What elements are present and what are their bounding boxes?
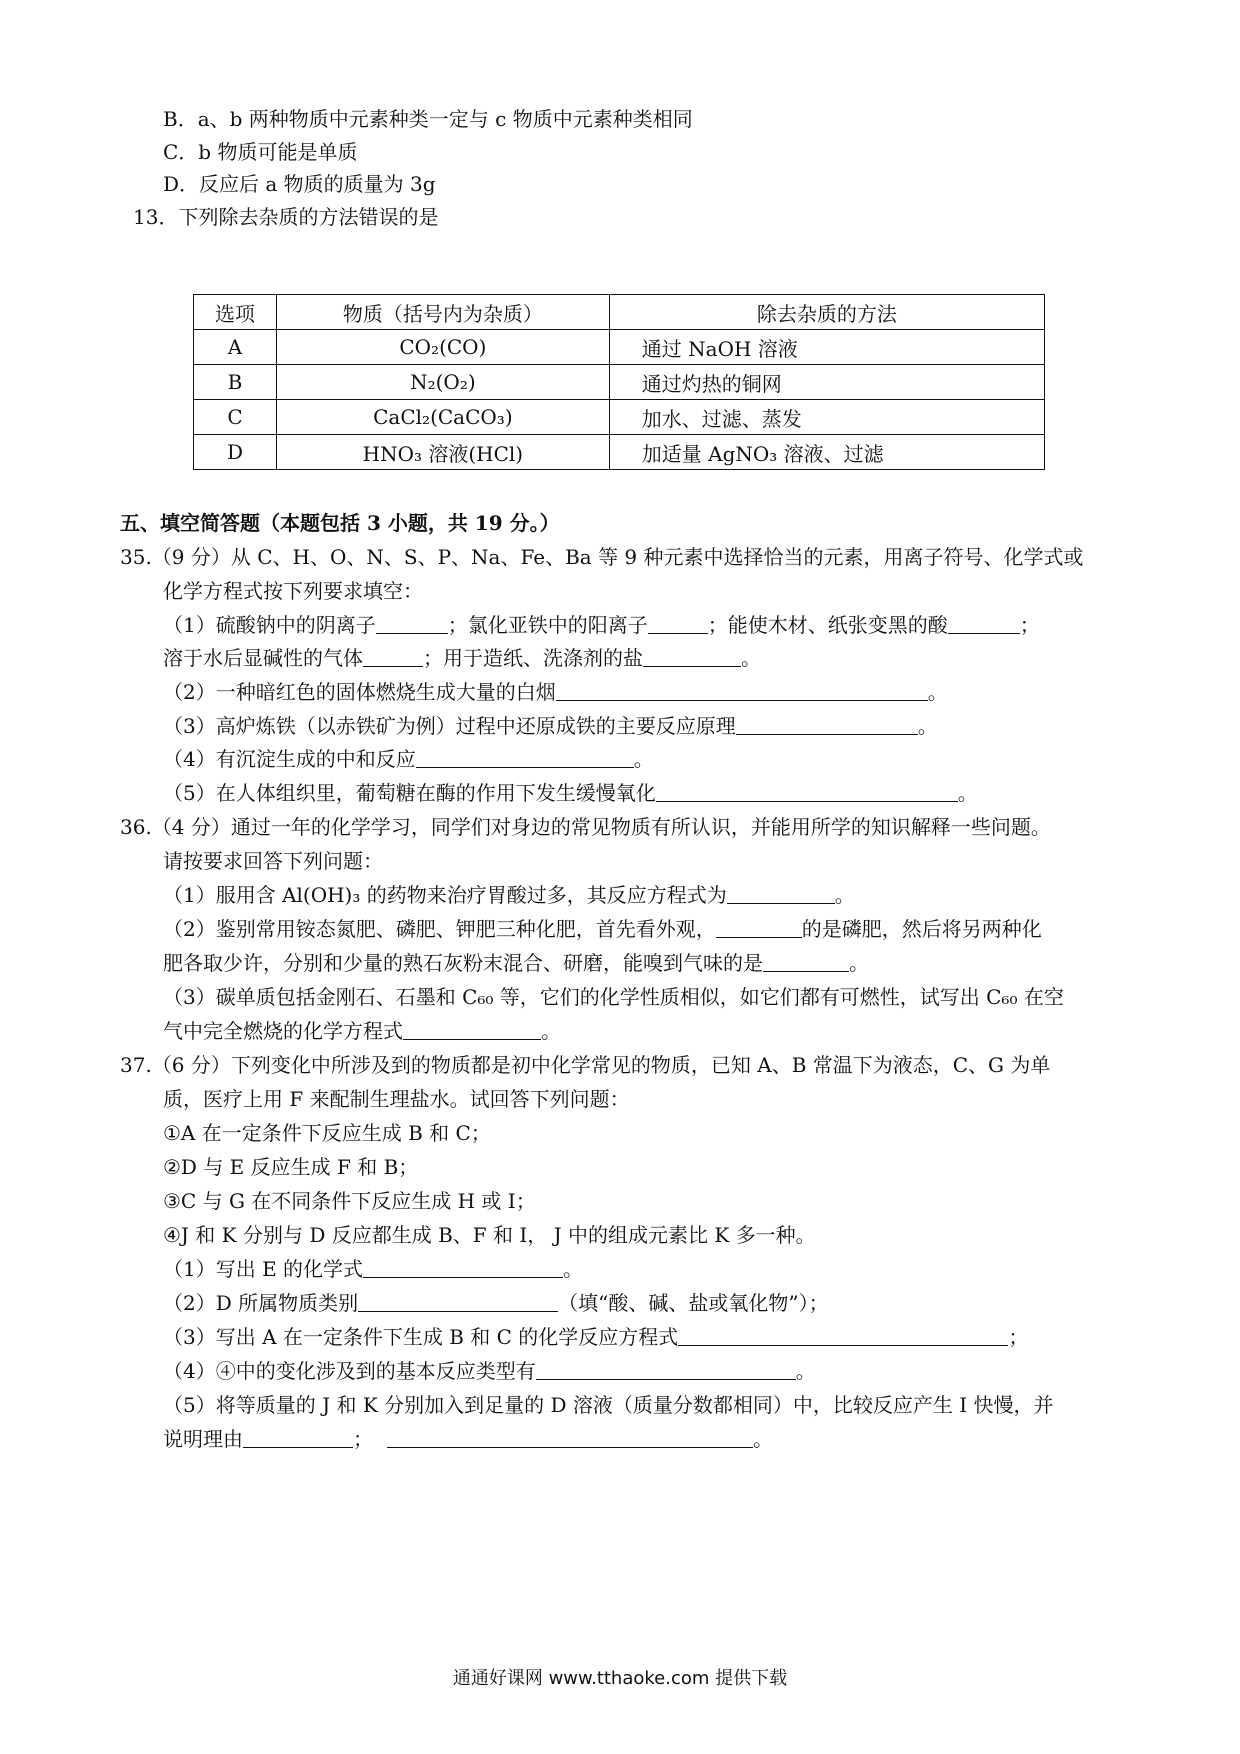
q35-p3-end: 。 <box>917 714 938 738</box>
table-header-row <box>194 295 1045 330</box>
table-cell-method: 加适量 AgNO₃ 溶液、过滤 <box>609 435 1044 470</box>
table-row <box>194 435 1045 470</box>
q35-p5-end: 。 <box>957 781 978 805</box>
q37-part1 <box>163 1256 583 1282</box>
q37-intro-line1: 37.（6 分）下列变化中所涉及到的物质都是初中化学常见的物质，已知 A、B 常温下为液态，C、G 为单 <box>120 1053 1051 1077</box>
section-title: 五、填空简答题（本题包括 3 小题，共 19 分。） <box>120 511 560 535</box>
q35-part1-line2 <box>163 645 761 671</box>
answer-blank[interactable] <box>416 747 634 768</box>
q36-p2-text-b: 的是磷肥，然后将另两种化 <box>801 917 1042 941</box>
q37-part4 <box>163 1358 816 1384</box>
answer-blank[interactable] <box>376 613 448 634</box>
q36-intro-line2: 请按要求回答下列问题： <box>163 849 383 873</box>
q35-p1-text-b: ；氯化亚铁中的阳离子 <box>447 613 648 637</box>
q37-p2-text: （2）D 所属物质类别 <box>163 1291 359 1315</box>
answer-blank[interactable] <box>948 613 1020 634</box>
answer-blank[interactable] <box>678 1325 1008 1346</box>
q35-p1-text-e: 溶于水后显碱性的气体 <box>163 646 363 670</box>
q12-option-b: B．a、b 两种物质中元素种类一定与 c 物质中元素种类相同 <box>163 107 693 131</box>
answer-blank[interactable] <box>648 613 708 634</box>
q37-p1-text: （1）写出 E 的化学式 <box>163 1257 364 1281</box>
answer-blank[interactable] <box>763 951 849 972</box>
q36-part2-line2 <box>163 950 869 976</box>
q35-part3 <box>163 713 938 739</box>
table-header-substance: 物质（括号内为杂质） <box>276 295 609 330</box>
q36-p2-text-a: （2）鉴别常用铵态氮肥、磷肥、钾肥三种化肥，首先看外观， <box>163 917 716 941</box>
q37-p5-text-c: ； <box>353 1427 373 1451</box>
table-cell-option: B <box>194 365 277 400</box>
page-footer: 通通好课网 www.tthaoke.com 提供下载 <box>452 1668 788 1689</box>
table-cell-substance: CaCl₂(CaCO₃) <box>276 400 609 435</box>
q37-statement-1: ①A 在一定条件下反应生成 B 和 C； <box>163 1121 491 1145</box>
q36-p3-end: 。 <box>541 1019 561 1043</box>
table-header-method: 除去杂质的方法 <box>609 295 1044 330</box>
table-cell-substance: N₂(O₂) <box>276 365 609 400</box>
answer-blank[interactable] <box>536 1359 796 1380</box>
table-cell-method: 加水、过滤、蒸发 <box>609 400 1044 435</box>
q13-stem: 13．下列除去杂质的方法错误的是 <box>133 205 439 229</box>
q35-p1-text-d: ； <box>1019 613 1040 637</box>
answer-blank[interactable] <box>716 917 802 938</box>
q36-part3-line2 <box>163 1018 561 1044</box>
table-row <box>194 400 1045 435</box>
impurity-table <box>193 294 1045 470</box>
q36-p1-text: （1）服用含 Al(OH)₃ 的药物来治疗胃酸过多，其反应方程式为 <box>163 883 727 907</box>
q35-p4-end: 。 <box>633 747 654 771</box>
table-cell-option: A <box>194 330 277 365</box>
q12-option-d: D．反应后 a 物质的质量为 3g <box>163 172 436 196</box>
q35-p5-text: （5）在人体组织里，葡萄糖在酶的作用下发生缓慢氧化 <box>163 781 656 805</box>
table-cell-option: D <box>194 435 277 470</box>
q12-option-c: C．b 物质可能是单质 <box>163 140 358 164</box>
q36-p2-end: 。 <box>849 951 869 975</box>
answer-blank[interactable] <box>387 1427 753 1448</box>
q35-p4-text: （4）有沉淀生成的中和反应 <box>163 747 416 771</box>
q35-intro-line2: 化学方程式按下列要求填空： <box>163 579 423 603</box>
answer-blank[interactable] <box>643 646 741 667</box>
q35-p1-text-a: （1）硫酸钠中的阴离子 <box>163 613 376 637</box>
q35-intro-line1: 35.（9 分）从 C、H、O、N、S、P、Na、Fe、Ba 等 9 种元素中选择恰当的元素，用离子符号、化学式或 <box>120 545 1084 569</box>
q37-p3-end: ； <box>1008 1325 1029 1349</box>
q35-p2-text: （2）一种暗红色的固体燃烧生成大量的白烟 <box>163 680 556 704</box>
q37-p2-end: （填“酸、碱、盐或氧化物”）； <box>558 1291 829 1315</box>
table-cell-substance: HNO₃ 溶液(HCl) <box>276 435 609 470</box>
q37-p4-end: 。 <box>795 1359 816 1383</box>
table-cell-substance: CO₂(CO) <box>276 330 609 365</box>
table-row <box>194 365 1045 400</box>
q37-p3-text: （3）写出 A 在一定条件下生成 B 和 C 的化学反应方程式 <box>163 1325 679 1349</box>
q37-part2 <box>163 1290 829 1316</box>
q37-part5-line1: （5）将等质量的 J 和 K 分别加入到足量的 D 溶液（质量分数都相同）中，比较反应产生 I 快慢，并 <box>163 1393 1054 1417</box>
q36-p1-end: 。 <box>834 883 855 907</box>
table-row <box>194 330 1045 365</box>
table-header-option: 选项 <box>194 295 277 330</box>
q35-part5 <box>163 780 978 806</box>
table-cell-method: 通过灼热的铜网 <box>609 365 1044 400</box>
q35-p1-text-f: ；用于造纸、洗涤剂的盐 <box>423 646 643 670</box>
answer-blank[interactable] <box>727 883 835 904</box>
q36-part1 <box>163 882 855 908</box>
q37-p1-end: 。 <box>563 1257 584 1281</box>
q37-statement-3: ③C 与 G 在不同条件下反应生成 H 或 I； <box>163 1189 536 1213</box>
answer-blank[interactable] <box>403 1019 541 1040</box>
answer-blank[interactable] <box>736 714 918 735</box>
answer-blank[interactable] <box>656 781 958 802</box>
answer-blank[interactable] <box>243 1427 353 1448</box>
q35-part1-line1 <box>163 612 1040 638</box>
q36-p2-text-c: 肥各取少许，分别和少量的熟石灰粉末混合、研磨，能嗅到气味的是 <box>163 951 763 975</box>
q37-part5-line2 <box>163 1426 773 1452</box>
answer-blank[interactable] <box>556 680 928 701</box>
q37-p5-text-b: 说明理由 <box>163 1427 243 1451</box>
q35-p2-end: 。 <box>927 680 948 704</box>
q37-p4-text: （4）④中的变化涉及到的基本反应类型有 <box>163 1359 536 1383</box>
q36-intro-line1: 36.（4 分）通过一年的化学学习，同学们对身边的常见物质有所认识，并能用所学的知识解释一些问题。 <box>120 815 1051 839</box>
q35-part2 <box>163 679 948 705</box>
table-cell-method: 通过 NaOH 溶液 <box>609 330 1044 365</box>
table-cell-option: C <box>194 400 277 435</box>
q35-p3-text: （3）高炉炼铁（以赤铁矿为例）过程中还原成铁的主要反应原理 <box>163 714 736 738</box>
q35-p1-text-g: 。 <box>741 646 761 670</box>
q37-part3 <box>163 1324 1028 1350</box>
q36-part3-line1: （3）碳单质包括金刚石、石墨和 C₆₀ 等，它们的化学性质相似，如它们都有可燃性，试写出 C₆₀ 在空 <box>163 985 1064 1009</box>
q35-part4 <box>163 746 654 772</box>
q36-p3-text-b: 气中完全燃烧的化学方程式 <box>163 1019 403 1043</box>
q35-p1-text-c: ；能使木材、纸张变黑的酸 <box>707 613 948 637</box>
answer-blank[interactable] <box>358 1291 558 1312</box>
answer-blank[interactable] <box>363 1257 563 1278</box>
q37-statement-2: ②D 与 E 反应生成 F 和 B； <box>163 1155 419 1179</box>
answer-blank[interactable] <box>363 646 423 667</box>
q37-p5-end: 。 <box>753 1427 773 1451</box>
q37-intro-line2: 质，医疗上用 F 来配制生理盐水。试回答下列问题： <box>163 1087 630 1111</box>
q36-part2-line1 <box>163 916 1042 942</box>
q37-statement-4: ④J 和 K 分别与 D 反应都生成 B、F 和 I， J 中的组成元素比 K 多一种。 <box>163 1223 816 1247</box>
